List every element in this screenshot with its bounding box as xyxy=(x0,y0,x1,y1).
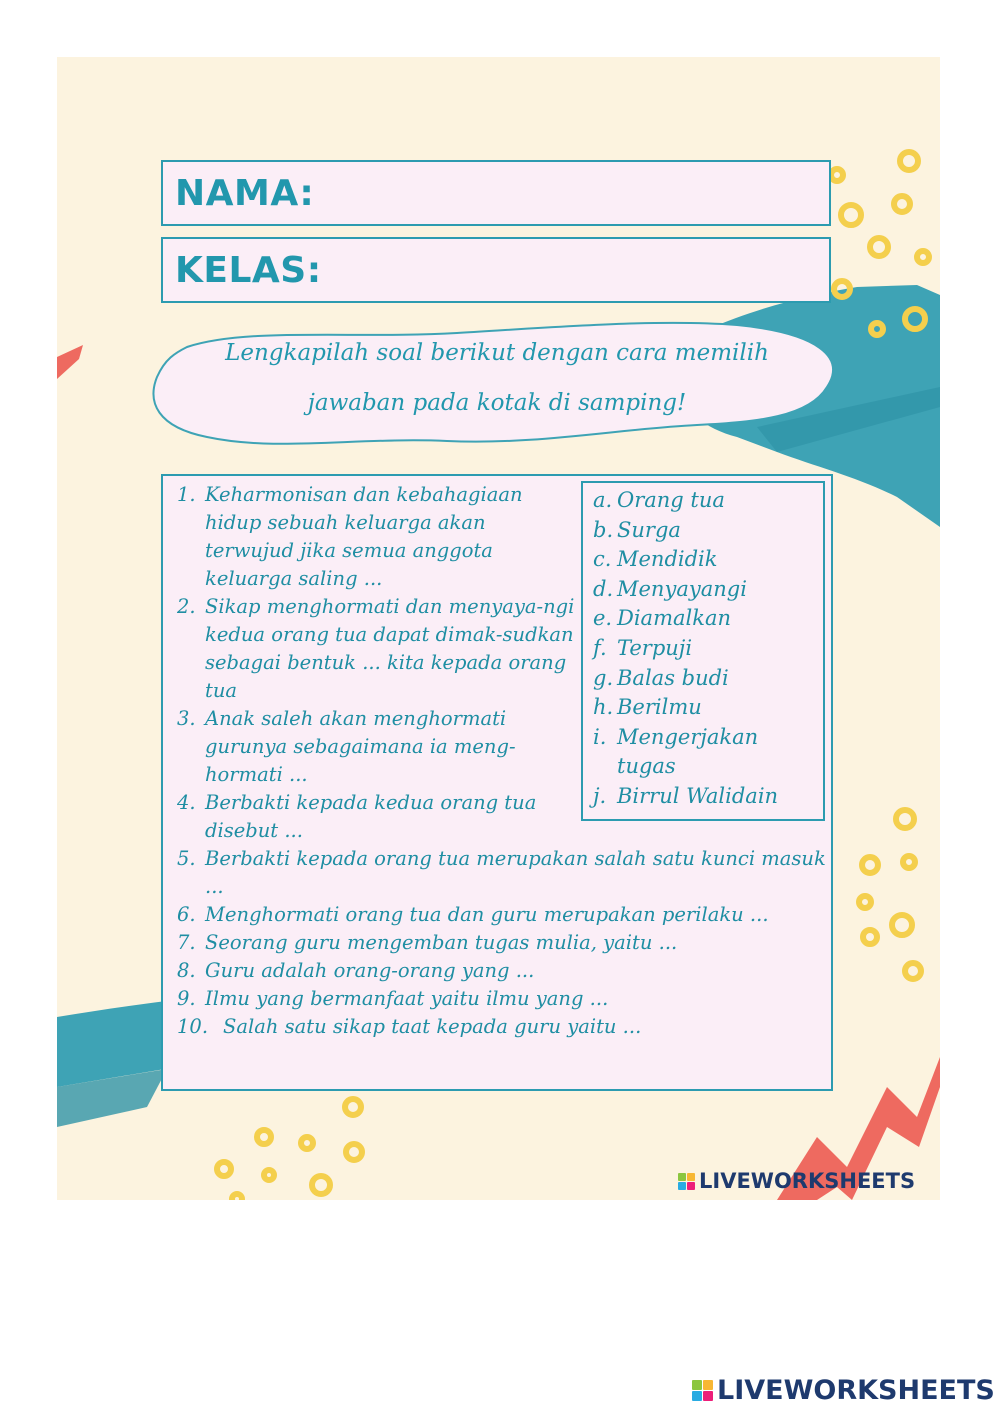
yellow-dot xyxy=(917,251,929,263)
question-number: 7. xyxy=(177,931,196,954)
yellow-dot xyxy=(841,205,861,225)
yellow-dot xyxy=(312,1176,330,1194)
option-letter: g. xyxy=(593,665,614,690)
yellow-dot xyxy=(232,1194,242,1200)
yellow-dot xyxy=(301,1137,313,1149)
question-number: 9. xyxy=(177,987,196,1010)
option-text: Diamalkan xyxy=(617,606,731,631)
yellow-dot xyxy=(905,963,921,979)
yellow-dot xyxy=(903,856,915,868)
question-text: Menghormati orang tua dan guru merupakan perilaku ... xyxy=(205,903,769,926)
yellow-dot xyxy=(257,1130,271,1144)
answer-option xyxy=(593,575,823,605)
yellow-dot xyxy=(859,896,871,908)
question-number: 2. xyxy=(177,595,196,618)
question-item xyxy=(177,929,827,957)
yellow-dot xyxy=(831,169,843,181)
option-text: Balas budi xyxy=(617,665,729,690)
option-letter: a. xyxy=(593,488,613,512)
answer-options-box xyxy=(581,481,825,821)
question-number: 3. xyxy=(177,707,196,730)
yellow-dot xyxy=(870,238,888,256)
question-number: 8. xyxy=(177,959,196,982)
question-item xyxy=(177,481,577,593)
question-text: Salah satu sikap taat kepada guru yaitu ... xyxy=(223,1015,642,1038)
yellow-dot xyxy=(834,281,850,297)
liveworksheets-logo-outer xyxy=(692,1375,995,1406)
yellow-dots-right xyxy=(859,810,921,979)
question-item xyxy=(177,901,827,929)
question-text: Anak saleh akan menghormati gurunya sebagaimana ia meng-hormati ... xyxy=(205,707,516,786)
question-text: Berbakti kepada orang tua merupakan salah satu kunci masuk ... xyxy=(205,847,826,898)
question-item xyxy=(177,593,577,705)
question-number: 4. xyxy=(177,791,196,814)
answer-option xyxy=(593,604,823,634)
yellow-dot xyxy=(894,196,910,212)
liveworksheets-logo-icon xyxy=(678,1173,695,1190)
worksheet-page xyxy=(57,57,940,1200)
question-number: 10. xyxy=(177,1015,209,1038)
option-text: Birrul Walidain xyxy=(617,783,779,808)
option-text: Berilmu xyxy=(617,695,702,720)
answer-option xyxy=(593,664,823,694)
liveworksheets-logo-inner xyxy=(678,1169,915,1193)
answer-option xyxy=(593,782,823,812)
question-item xyxy=(177,789,577,845)
option-letter: h. xyxy=(593,695,614,720)
option-text: Surga xyxy=(617,517,681,542)
option-letter: i. xyxy=(593,724,607,749)
yellow-dot xyxy=(892,915,912,935)
option-text: Mengerjakan tugas xyxy=(617,724,759,779)
yellow-dots-bottom xyxy=(217,1099,362,1200)
question-text: Ilmu yang bermanfaat yaitu ilmu yang ... xyxy=(205,987,609,1010)
yellow-dot xyxy=(345,1099,361,1115)
yellow-dot xyxy=(863,930,877,944)
answer-option xyxy=(593,486,823,516)
option-letter: b. xyxy=(593,517,614,542)
question-text: Berbakti kepada kedua orang tua disebut ... xyxy=(205,791,537,842)
option-text: Terpuji xyxy=(617,635,693,660)
option-text: Orang tua xyxy=(617,488,725,512)
yellow-dot xyxy=(217,1162,231,1176)
instruction-line-1: Lengkapilah soal berikut dengan cara memilih xyxy=(225,340,769,366)
option-text: Mendidik xyxy=(617,547,718,572)
question-number: 6. xyxy=(177,903,196,926)
answer-option xyxy=(593,545,823,575)
coral-mark-left xyxy=(57,345,83,379)
question-number: 5. xyxy=(177,847,196,870)
answer-option xyxy=(593,516,823,546)
question-text: Sikap menghormati dan menyaya-ngi kedua orang tua dapat dimak-sudkan sebagai bentuk ... kita kepada orang tua xyxy=(205,595,575,702)
question-panel xyxy=(161,474,833,1091)
instruction-line-2: jawaban pada kotak di samping! xyxy=(307,390,687,416)
option-text: Menyayangi xyxy=(617,576,747,601)
name-label: NAMA: xyxy=(175,173,315,214)
question-list-lower xyxy=(177,845,827,1041)
question-list-upper xyxy=(177,481,577,845)
question-text: Seorang guru mengemban tugas mulia, yaitu ... xyxy=(205,931,678,954)
yellow-dot xyxy=(346,1144,362,1160)
yellow-dot xyxy=(862,857,878,873)
yellow-dot xyxy=(264,1170,274,1180)
class-label: KELAS: xyxy=(175,250,322,291)
question-text: Guru adalah orang-orang yang ... xyxy=(205,959,535,982)
question-item xyxy=(177,1013,827,1041)
yellow-dot xyxy=(896,810,914,828)
answer-option xyxy=(593,634,823,664)
brand-text: LIVEWORKSHEETS xyxy=(699,1169,916,1193)
answer-option xyxy=(593,723,823,782)
question-number: 1. xyxy=(177,483,196,506)
liveworksheets-logo-icon xyxy=(692,1380,713,1401)
option-letter: c. xyxy=(593,547,612,572)
instruction-text xyxy=(161,323,833,445)
question-item xyxy=(177,985,827,1013)
option-letter: j. xyxy=(593,783,607,808)
option-letter: d. xyxy=(593,576,614,601)
name-field[interactable] xyxy=(161,160,831,226)
class-field[interactable] xyxy=(161,237,831,303)
question-item xyxy=(177,957,827,985)
brand-text: LIVEWORKSHEETS xyxy=(717,1375,995,1406)
question-item xyxy=(177,845,827,901)
option-letter: e. xyxy=(593,606,613,631)
answer-option xyxy=(593,693,823,723)
question-item xyxy=(177,705,577,789)
question-text: Keharmonisan dan kebahagiaan hidup sebuah keluarga akan terwujud jika semua anggota keluarga saling ... xyxy=(205,483,523,590)
option-letter: f. xyxy=(593,635,607,660)
yellow-dot xyxy=(900,152,918,170)
